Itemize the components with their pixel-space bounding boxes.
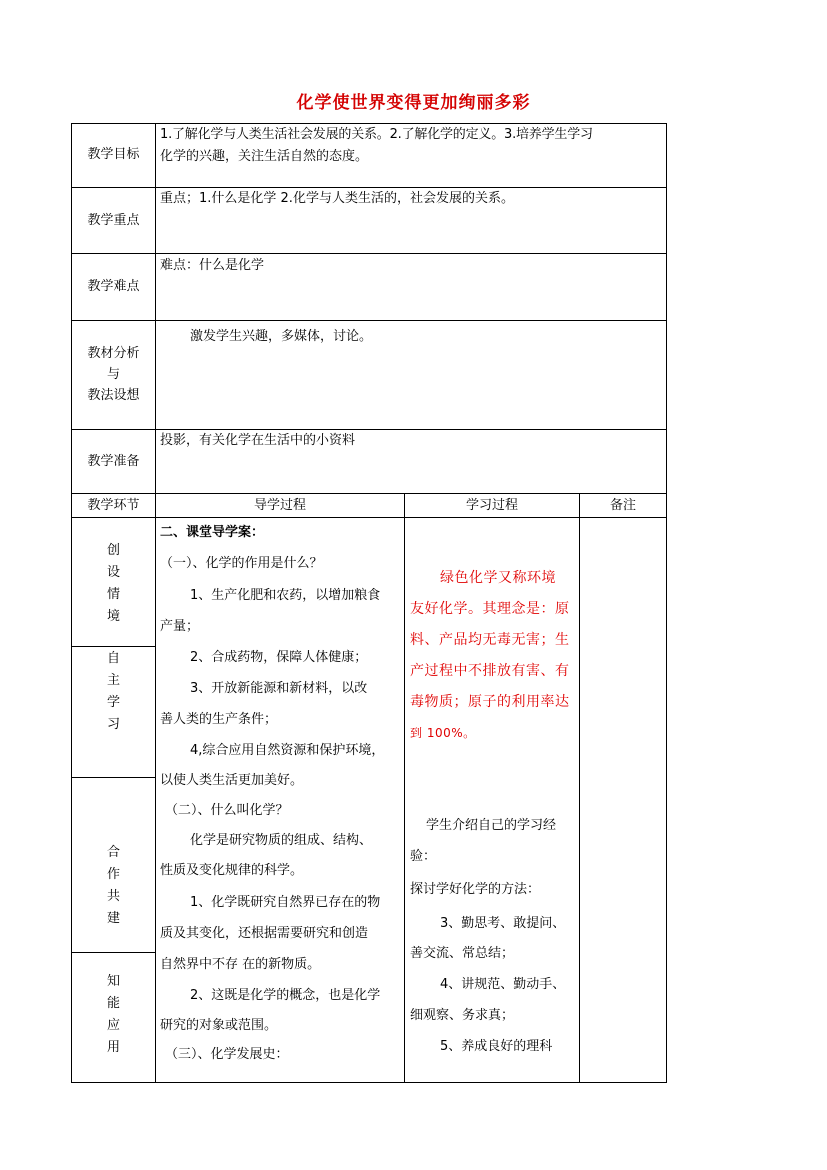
table-border-right xyxy=(666,123,667,1083)
green-chemistry-note: 毒物质；原子的利用率达 xyxy=(410,694,570,710)
learning-line: 3、勤思考、敢提问、 xyxy=(440,916,566,931)
stage-divider xyxy=(71,646,155,647)
stage-divider xyxy=(71,777,155,778)
analysis-text: 激发学生兴趣，多媒体，讨论。 xyxy=(190,329,373,344)
difficulties-text: 难点：什么是化学 xyxy=(160,258,265,273)
stage-chuang xyxy=(72,540,155,628)
table-border-top xyxy=(71,123,667,124)
stage-char: 应 xyxy=(106,1018,120,1033)
row-divider xyxy=(71,253,667,254)
stage-char: 合 xyxy=(106,845,120,860)
preparation-text: 投影，有关化学在生活中的小资料 xyxy=(160,433,356,448)
guide-line: 3、开放新能源和新材料，以改 xyxy=(190,681,368,696)
row-divider xyxy=(71,187,667,188)
guide-line: 1、化学既研究自然界已存在的物 xyxy=(190,895,381,910)
guide-line: 自然界中不存 在的新物质。 xyxy=(160,957,321,972)
learning-line: 细观察、务求真； xyxy=(410,1008,515,1023)
guide-line: （一）、化学的作用是什么？ xyxy=(160,556,323,571)
stage-char: 自 xyxy=(106,651,120,666)
guide-line: 研究的对象或范围。 xyxy=(160,1018,278,1033)
stage-char: 情 xyxy=(106,587,120,602)
objectives-label: 教学目标 xyxy=(87,147,140,162)
objectives-text: 化学的兴趣，关注生活自然的态度。 xyxy=(160,149,369,164)
learning-line: 学生介绍自己的学习经 xyxy=(426,818,557,833)
green-chemistry-note: 产过程中不排放有害、有 xyxy=(410,663,570,679)
stage-hezuo xyxy=(72,842,155,930)
green-chemistry-note: 料、产品均无毒无害；生 xyxy=(410,632,570,648)
stage-divider xyxy=(71,952,155,953)
green-chemistry-note: 友好化学。其理念是：原 xyxy=(410,601,570,617)
analysis-label: 教法设想 xyxy=(87,388,140,403)
header-stage: 教学环节 xyxy=(87,498,140,513)
stage-zizhu xyxy=(72,648,155,736)
guide-line: 4,综合应用自然资源和保护环境， xyxy=(190,743,385,758)
column-divider xyxy=(155,123,156,1083)
stage-zhineng xyxy=(72,971,155,1059)
guide-line: 以使人类生活更加美好。 xyxy=(160,773,304,788)
header-guide: 导学过程 xyxy=(253,498,306,513)
guide-line: 2、合成药物，保障人体健康； xyxy=(190,650,368,665)
guide-line: 二、课堂导学案： xyxy=(160,525,265,540)
learning-line: 5、养成良好的理科 xyxy=(440,1039,553,1054)
difficulties-label: 教学难点 xyxy=(87,279,140,294)
stage-char: 能 xyxy=(106,996,120,1011)
guide-line: （二）、什么叫化学？ xyxy=(165,803,289,818)
row-divider xyxy=(71,429,667,430)
guide-line: 1、生产化肥和农药，以增加粮食 xyxy=(190,588,381,603)
stage-char: 建 xyxy=(106,911,120,926)
key-points-label: 教学重点 xyxy=(87,213,140,228)
guide-line: 质及其变化，还根据需要研究和创造 xyxy=(160,926,369,941)
stage-char: 学 xyxy=(106,695,120,710)
table-border-bottom xyxy=(71,1082,667,1083)
stage-char: 习 xyxy=(106,717,120,732)
stage-char: 知 xyxy=(106,974,120,989)
preparation-label: 教学准备 xyxy=(87,454,140,469)
row-divider xyxy=(71,320,667,321)
stage-char: 设 xyxy=(106,565,120,580)
stage-char: 共 xyxy=(106,889,120,904)
objectives-text: 1.了解化学与人类生活社会发展的关系。2.了解化学的定义。3.培养学生学习 xyxy=(160,127,593,142)
guide-line: 善人类的生产条件； xyxy=(160,712,278,727)
learning-line: 4、讲规范、勤动手、 xyxy=(440,977,566,992)
document-title: 化学使世界变得更加绚丽多彩 xyxy=(296,93,531,113)
stage-char: 创 xyxy=(106,543,120,558)
analysis-label: 教材分析 xyxy=(87,346,140,361)
row-divider xyxy=(71,517,667,518)
learning-line: 探讨学好化学的方法： xyxy=(410,882,541,897)
guide-line: 2、这既是化学的概念，也是化学 xyxy=(190,988,381,1003)
guide-line: 性质及变化规律的科学。 xyxy=(160,863,304,878)
learning-line: 善交流、常总结； xyxy=(410,946,515,961)
header-notes: 备注 xyxy=(609,498,636,513)
stage-char: 用 xyxy=(106,1040,120,1055)
guide-line: 产量； xyxy=(160,619,200,634)
guide-line: 化学是研究物质的组成、结构、 xyxy=(190,833,373,848)
key-points-text: 重点；1.什么是化学 2.化学与人类生活的，社会发展的关系。 xyxy=(160,191,514,206)
learning-line: 验： xyxy=(410,849,437,864)
green-chemistry-note: 到 100%。 xyxy=(410,726,476,740)
stage-char: 境 xyxy=(106,609,120,624)
analysis-label: 与 xyxy=(106,367,120,382)
stage-char: 主 xyxy=(106,673,120,688)
stage-char: 作 xyxy=(106,867,120,882)
header-learning: 学习过程 xyxy=(465,498,518,513)
guide-line: （三）、化学发展史： xyxy=(165,1047,289,1062)
green-chemistry-note: 绿色化学又称环境 xyxy=(440,570,556,586)
